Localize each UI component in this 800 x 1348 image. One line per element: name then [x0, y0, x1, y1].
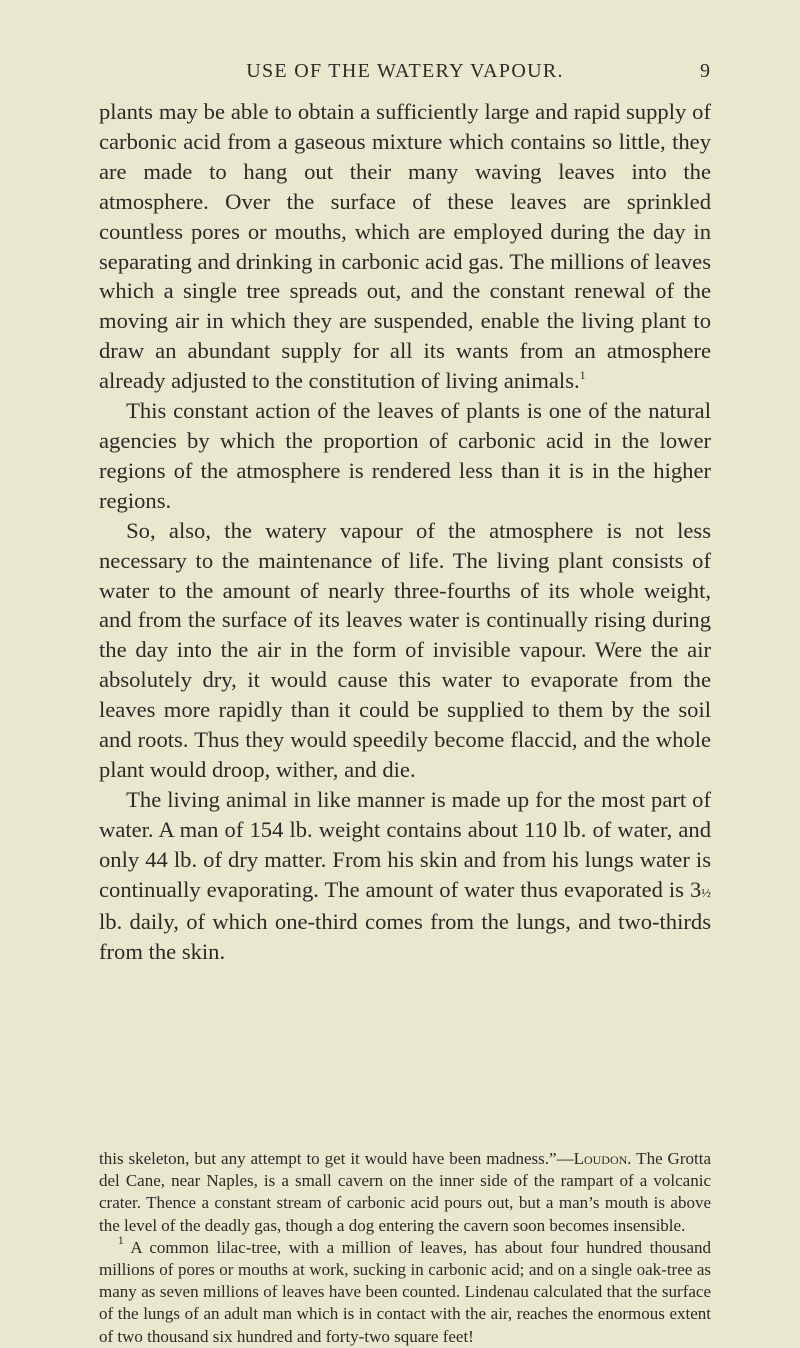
footnote-1-marker: 1 [117, 1232, 124, 1247]
paragraph-2: This constant action of the leaves of plants is one of the natural agencies by which the proportion of carbonic acid in the lower regions of the atmosphere is rendered less than it is in the higher regions. [99, 398, 711, 513]
footnote-1 [99, 1232, 711, 1348]
running-title: USE OF THE WATERY VAPOUR. [246, 60, 564, 82]
running-head [100, 56, 710, 88]
paragraph-1-text: plants may be able to obtain a sufficiently large and rapid supply of carbonic acid from a gaseous mixture which contains so little, they are made to hang out their many waving leaves into the atmosphere. Over the surface of these leaves are sprinkled countless pores or mouths, which are employed during the day in separating and drinking in carbonic acid gas. The millions of leaves which a single tree spreads out, and the constant renewal of the moving air in which they are suspended, enable the living plant to draw an abundant supply for all its wants from an atmosphere already adjusted to the constitution of living animals. [99, 99, 711, 394]
fraction-half: ½ [701, 884, 711, 900]
paragraph-4-text-a: The living animal in like manner is made up for the most part of water. A man of 154 lb. weight contains about 110 lb. of water, and only 44 lb. of dry matter. From his skin and from his lungs water is continually evaporating. The amount of water thus evaporated is 3 [99, 786, 711, 902]
footnote-continuation-text-a: this skeleton, but any attempt to get it would have been madness.”— [99, 1149, 574, 1168]
footnotes [99, 1148, 711, 1348]
footnote-author: Loudon. [573, 1149, 632, 1168]
paragraph-3: So, also, the watery vapour of the atmosphere is not less necessary to the maintenance of life. The living plant consists of water to the amount of nearly three-fourths of its whole weight, and from the surface of its leaves water is continually rising during the day into the air in the form of invisible vapour. Were the air absolutely dry, it would cause this water to evaporate from the leaves more rapidly than it could be supplied to them by the soil and roots. Thus they would speedily become flaccid, and the whole plant would droop, wither, and die. [99, 517, 711, 782]
footnote-continuation [99, 1148, 711, 1237]
footnote-continuation-text-b: The Grotta del Cane, near Naples, is a small cavern on the inner side of the rampart of a volcanic crater. Thence a constant stream of carbonic acid pours out, but a man’s mouth is above the level of the deadly gas, though a dog entering the cavern soon becomes insensible. [99, 1149, 711, 1235]
paragraph-4 [99, 785, 711, 967]
paragraph-1 [99, 97, 711, 396]
paragraph-4-text-b: lb. daily, of which one-third comes from the lungs, and two-thirds from the skin. [99, 909, 711, 965]
footnote-1-text: A common lilac-tree, with a million of leaves, has about four hundred thousand millions of pores or mouths at work, sucking in carbonic acid; and on a single oak-tree as many as seven millions of leaves have been counted. Lindenau calculated that the surface of the lungs of an adult man which is in contact with the air, reaches the enormous extent of two thousand six hundred and forty-two square feet! [99, 1237, 711, 1346]
footnote-ref-1: 1 [579, 368, 586, 383]
page-number: 9 [700, 60, 710, 82]
body-text [99, 97, 711, 967]
